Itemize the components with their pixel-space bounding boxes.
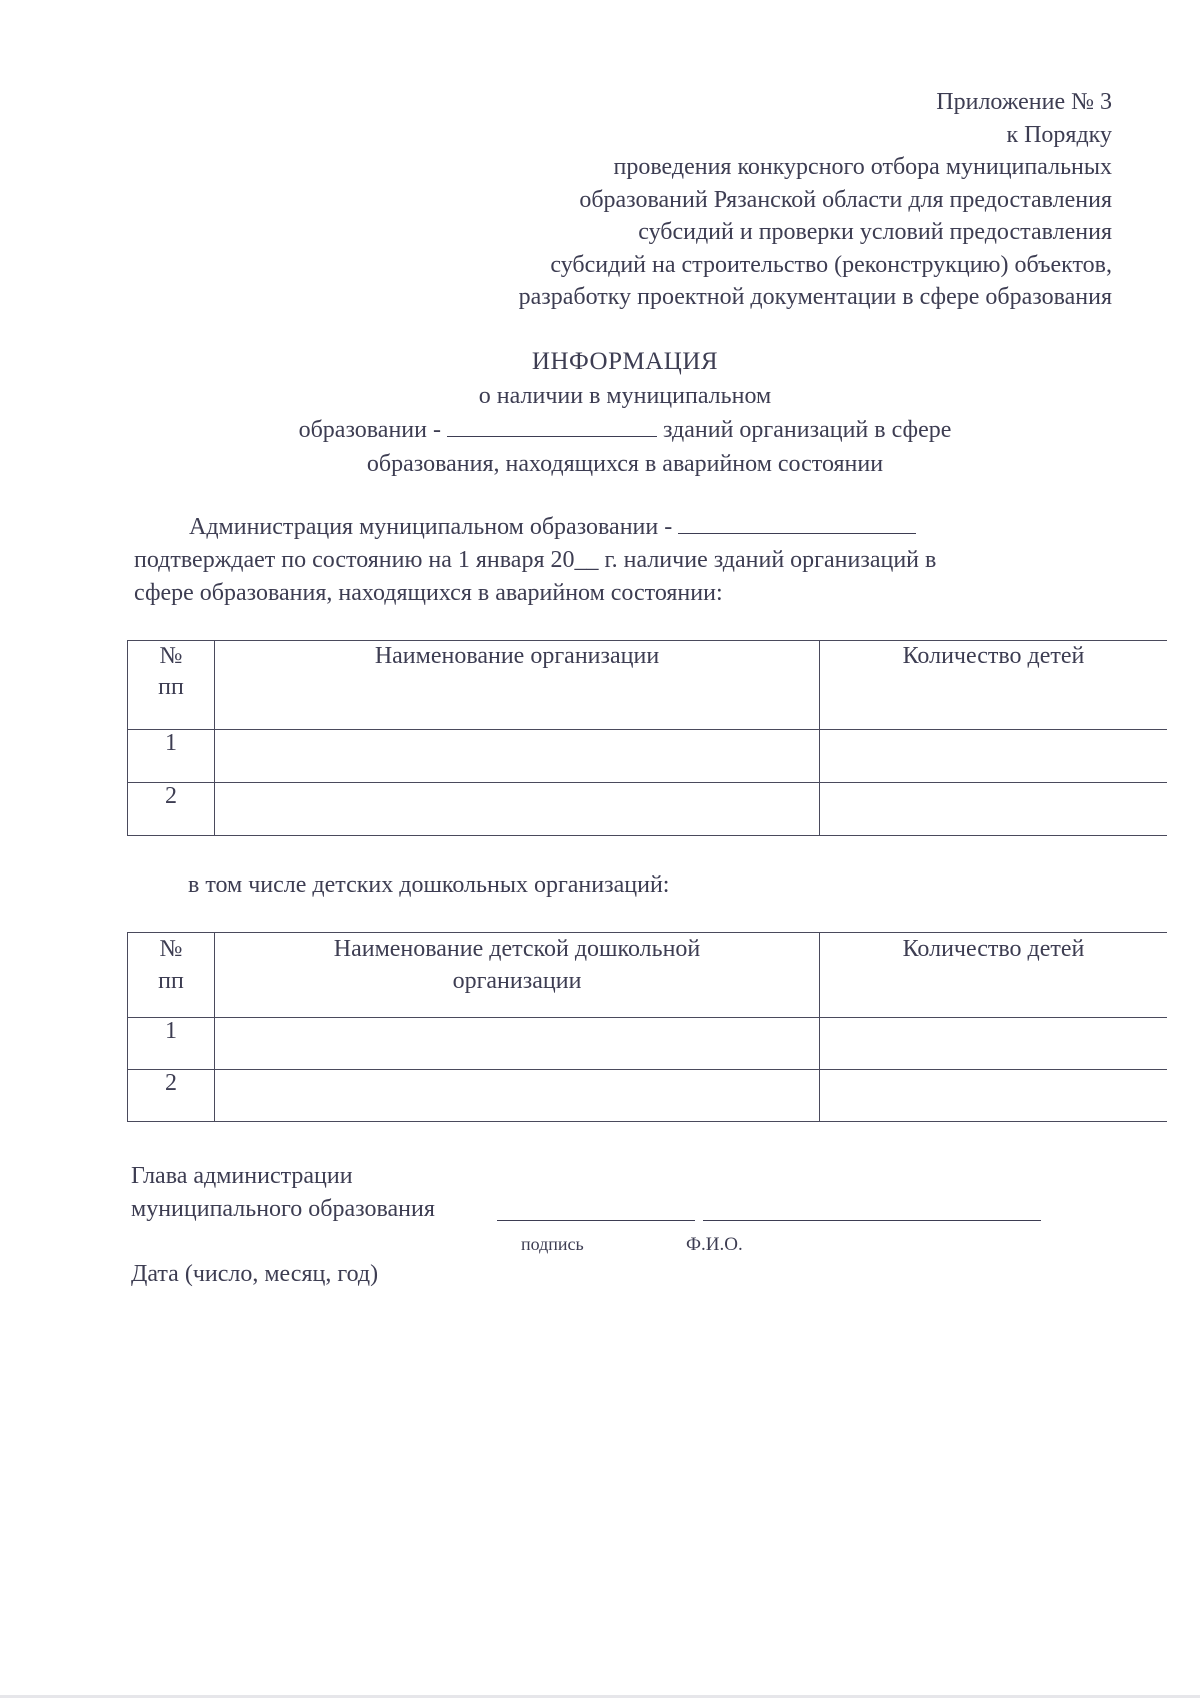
municipality-blank[interactable] — [447, 414, 657, 437]
caption-fio: Ф.И.О. — [686, 1234, 743, 1255]
header-line: проведения конкурсного отбора муниципальных — [613, 154, 1112, 180]
signature-line1: Глава администрации — [131, 1163, 353, 1189]
header-num-pp: пп — [158, 674, 184, 700]
table-row — [128, 730, 1168, 783]
table-row — [128, 1018, 1168, 1070]
children-count-cell[interactable] — [820, 783, 1168, 836]
organizations-table — [127, 640, 1167, 836]
table-header-row — [128, 641, 1168, 730]
row-number: 1 — [128, 730, 215, 783]
header-line: образований Рязанской области для предоставления — [579, 186, 1112, 213]
administration-blank[interactable] — [678, 511, 916, 534]
children-count-cell[interactable] — [820, 1018, 1168, 1070]
table-header-row — [128, 933, 1168, 1018]
title-line-with-blank — [120, 413, 1130, 447]
date-label: Дата (число, месяц, год) — [131, 1261, 379, 1287]
intro-line1: Администрация муниципальном образовании - — [189, 514, 679, 540]
header-line: субсидий на строительство (реконструкцию) объектов, — [550, 251, 1112, 278]
header-num-pp: пп — [158, 968, 184, 994]
title-line: о наличии в муниципальном — [478, 383, 772, 409]
table-row — [128, 1070, 1168, 1122]
children-count-cell[interactable] — [820, 730, 1168, 783]
header-count-cell: Количество детей — [820, 641, 1168, 730]
header-num-symbol: № — [159, 936, 183, 962]
title-line3-start: образовании - — [298, 417, 447, 443]
row-number: 1 — [128, 1018, 215, 1070]
fio-blank[interactable] — [703, 1220, 1041, 1221]
header-line: Приложение № 3 — [936, 89, 1112, 115]
header-num-cell — [128, 933, 215, 1018]
header-line: субсидий и проверки условий предоставления — [638, 219, 1112, 245]
header-count-cell: Количество детей — [820, 933, 1168, 1018]
row-number: 2 — [128, 783, 215, 836]
title-line3-end: зданий организаций в сфере — [656, 417, 952, 443]
organization-name-cell[interactable] — [215, 730, 820, 783]
header-name-cell — [215, 933, 820, 1018]
preschool-name-cell[interactable] — [215, 1070, 820, 1122]
title-main: ИНФОРМАЦИЯ — [531, 348, 719, 375]
caption-signature: подпись — [521, 1234, 584, 1254]
intro-line3: сфере образования, находящихся в аварийном состоянии: — [134, 580, 723, 606]
header-num-cell — [128, 641, 215, 730]
header-name-part: Наименование детской дошкольной — [333, 936, 701, 962]
preschool-subheading: в том числе детских дошкольных организаций: — [188, 872, 670, 898]
header-num-symbol: № — [159, 643, 183, 669]
table-row — [128, 783, 1168, 836]
title-line: образования, находящихся в аварийном состоянии — [366, 451, 884, 477]
preschool-organizations-table — [127, 932, 1167, 1122]
header-name-cell: Наименование организации — [215, 641, 820, 730]
signature-captions — [131, 1226, 1091, 1256]
header-line: разработку проектной документации в сфере образования — [518, 284, 1112, 310]
organization-name-cell[interactable] — [215, 783, 820, 836]
header-name-part: организации — [452, 968, 582, 994]
intro-line2: подтверждает по состоянию на 1 января 20__ г. наличие зданий организаций в — [134, 547, 937, 573]
document-title — [120, 345, 1130, 481]
children-count-cell[interactable] — [820, 1070, 1168, 1122]
signature-row — [131, 1193, 1091, 1226]
preschool-name-cell[interactable] — [215, 1018, 820, 1070]
signature-block — [131, 1160, 1091, 1291]
signature-blank[interactable] — [497, 1220, 695, 1221]
header-line: к Порядку — [1006, 121, 1112, 148]
appendix-header — [352, 86, 1112, 314]
row-number: 2 — [128, 1070, 215, 1122]
signature-line2: муниципального образования — [131, 1196, 435, 1222]
intro-paragraph — [134, 511, 1114, 610]
intro-line-with-blank — [134, 511, 1114, 544]
